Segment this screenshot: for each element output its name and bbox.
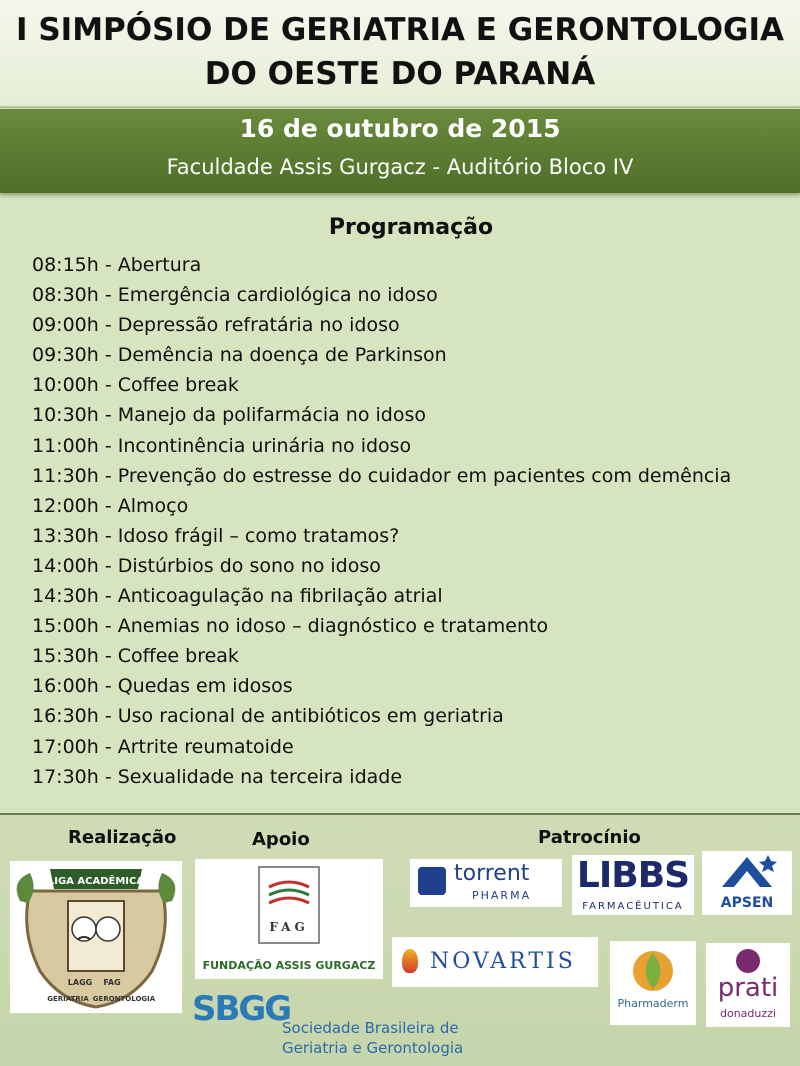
torrent-pharma-logo — [410, 859, 562, 907]
liga-academica-emblem-icon — [10, 861, 182, 1013]
sbgg-line2: Geriatria e Gerontologia — [282, 1039, 464, 1057]
fag-logo — [195, 859, 383, 979]
libbs-sub: FARMACÊUTICA — [582, 901, 684, 912]
schedule-item: 13:30h - Idoso frágil – como tratamos? — [32, 524, 400, 547]
prati-sub: donaduzzi — [720, 1007, 776, 1020]
sbgg-line1: Sociedade Brasileira de — [282, 1019, 459, 1037]
schedule-item: 17:00h - Artrite reumatoide — [32, 735, 294, 758]
liga-academica-logo — [10, 861, 182, 1013]
sbgg-mark: SBGG — [192, 989, 291, 1029]
apsen-name: APSEN — [720, 895, 774, 911]
event-date: 16 de outubro de 2015 — [239, 114, 561, 143]
event-venue: Faculdade Assis Gurgacz - Auditório Bloco IV — [166, 155, 634, 179]
schedule-item: 08:30h - Emergência cardiológica no idoso — [32, 284, 438, 307]
schedule-item: 16:30h - Uso racional de antibióticos em geriatria — [32, 705, 504, 728]
novartis-flame-icon — [402, 949, 418, 973]
schedule-item: 15:30h - Coffee break — [32, 645, 239, 668]
torrent-icon — [418, 867, 446, 895]
program-title: Programação — [328, 215, 494, 240]
schedule-item: 10:00h - Coffee break — [32, 374, 239, 397]
schedule-item: 16:00h - Quedas em idosos — [32, 675, 293, 698]
apsen-mountain-icon — [702, 851, 792, 891]
schedule-item: 17:30h - Sexualidade na terceira idade — [32, 765, 403, 788]
program-schedule — [32, 250, 731, 792]
schedule-item: 11:30h - Prevenção do estresse do cuidador em pacientes com demência — [32, 464, 732, 487]
pharmaderm-name: Pharmaderm — [617, 997, 689, 1010]
patrocinio-label: Patrocínio — [538, 827, 641, 848]
schedule-item: 11:00h - Incontinência urinária no idoso — [32, 434, 412, 457]
apoio-label: Apoio — [252, 829, 310, 850]
prati-donaduzzi-logo — [706, 943, 790, 1027]
liga-arc-bottom-left: GERIATRIA — [47, 995, 89, 1003]
libbs-logo — [572, 855, 694, 915]
liga-arc-top: LIGA ACADÊMICA — [47, 876, 145, 887]
schedule-item: 09:00h - Depressão refratária no idoso — [32, 314, 400, 337]
torrent-sub: PHARMA — [472, 889, 532, 902]
sbgg-logo — [192, 987, 472, 1061]
apsen-logo — [702, 851, 792, 915]
schedule-item: 14:30h - Anticoagulação na fibrilação atrial — [32, 585, 443, 608]
novartis-name: NOVARTIS — [430, 949, 576, 974]
sponsors-footer — [0, 815, 800, 1066]
schedule-item: 14:00h - Distúrbios do sono no idoso — [32, 554, 381, 577]
schedule-item: 09:30h - Demência na doença de Parkinson — [32, 344, 447, 367]
novartis-logo — [392, 937, 598, 987]
libbs-name: LIBBS — [576, 855, 690, 896]
liga-right-word: FAG — [103, 978, 121, 987]
schedule-item: 08:15h - Abertura — [32, 254, 202, 276]
torrent-name: torrent — [454, 861, 530, 886]
schedule-item: 10:30h - Manejo da polifarmácia no idoso — [32, 404, 426, 427]
liga-arc-bottom-right: GERONTOLOGIA — [92, 995, 156, 1003]
prati-icon — [736, 949, 760, 973]
event-title-line2: DO OESTE DO PARANÁ — [204, 56, 596, 92]
event-title-line1: I SIMPÓSIO DE GERIATRIA E GERONTOLOGIA — [16, 12, 784, 48]
schedule-item: 12:00h - Almoço — [32, 494, 189, 517]
realizacao-label: Realização — [68, 827, 177, 848]
prati-name: prati — [717, 973, 779, 1003]
fag-emblem-icon — [195, 859, 383, 949]
fag-mark: FAG — [269, 920, 309, 934]
liga-left-word: LAGG — [67, 978, 93, 987]
pharmaderm-leaf-icon — [610, 941, 696, 997]
fag-name: FUNDAÇÃO ASSIS GURGACZ — [202, 959, 376, 972]
schedule-item: 15:00h - Anemias no idoso – diagnóstico e tratamento — [32, 615, 549, 638]
pharmaderm-logo — [610, 941, 696, 1025]
